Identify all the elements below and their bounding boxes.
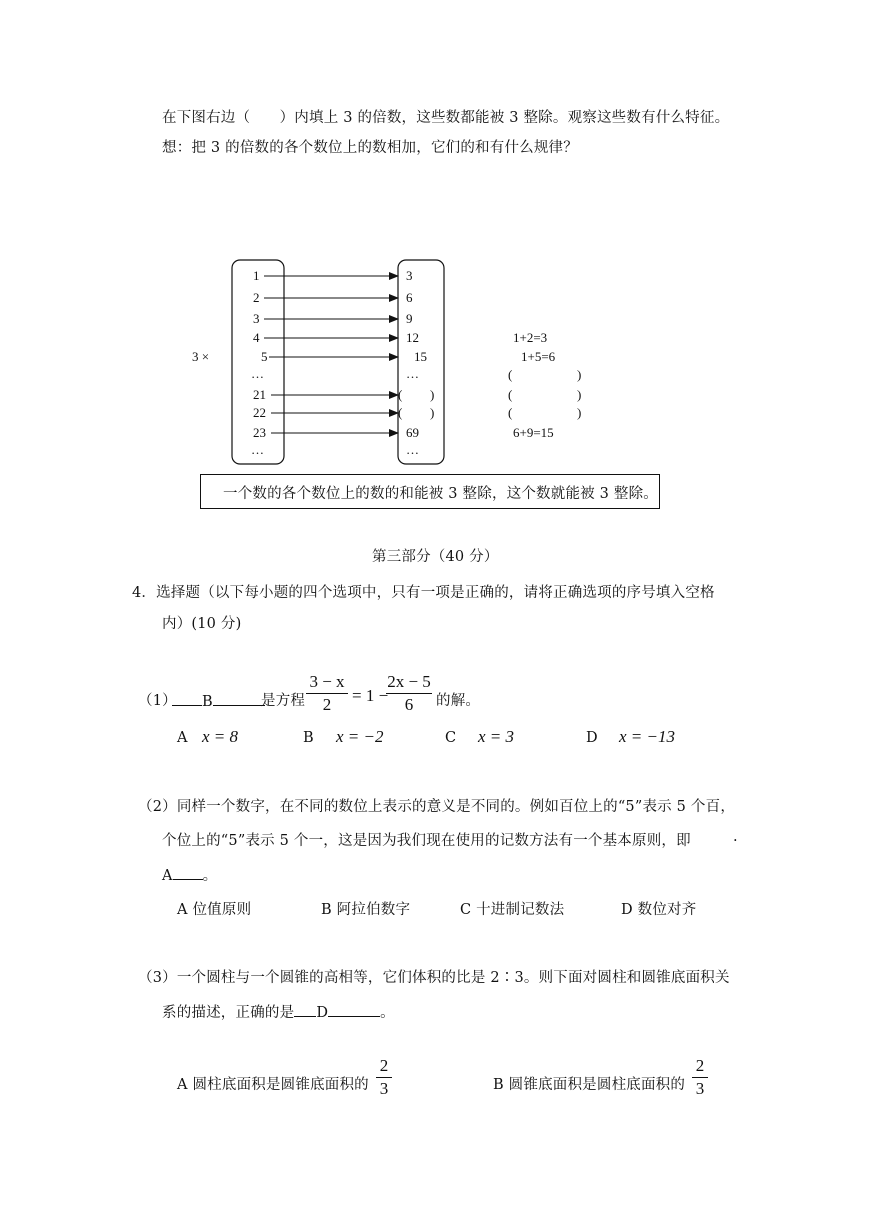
q2-line-2: 个位上的“5”表示 5 个一，这是因为我们现在使用的记数方法有一个基本原则，即	[162, 833, 691, 849]
q2-option-d: D 数位对齐	[621, 902, 697, 918]
left-number: 23	[253, 425, 266, 440]
right-number: (	[398, 405, 403, 420]
q1-number: （1）	[138, 693, 177, 709]
digit-sum: )	[577, 387, 582, 402]
right-number: 3	[406, 268, 413, 283]
multiplier-label: 3 ×	[192, 349, 210, 364]
q1-fraction-2-denominator: 6	[404, 695, 414, 714]
q2-line-1: （2）同样一个数字，在不同的数位上表示的意义是不同的。例如百位上的“5”表示 5 个百，	[138, 799, 736, 815]
q1-option-d-expr: x = −13	[619, 727, 675, 746]
q4-heading-line-1: 4．选择题（以下每小题的四个选项中，只有一项是正确的，请将正确选项的序号填入空格	[132, 585, 715, 601]
q2-line-2-tail: .	[733, 829, 738, 845]
q3-line-2	[162, 1000, 395, 1022]
q3-option-b: B 圆锥底面积是圆柱底面积的	[493, 1077, 686, 1093]
q1-text-before: 是方程	[261, 693, 306, 709]
right-number: 15	[414, 349, 427, 364]
q1-fraction-1	[306, 672, 348, 715]
left-number: 2	[253, 290, 260, 305]
q3-option-b-fraction	[692, 1056, 708, 1099]
q2-option-a: A 位值原则	[177, 902, 252, 918]
digit-sum: 6+9=15	[513, 425, 554, 440]
q1-text-after: 的解。	[436, 693, 481, 709]
q2-answer: A	[162, 868, 173, 884]
q3-option-b-fraction-numerator: 2	[695, 1056, 705, 1075]
section-title: 第三部分（40 分）	[372, 549, 499, 565]
q3-option-b-fraction-denominator: 3	[695, 1079, 705, 1098]
q3-answer: D	[316, 1005, 329, 1021]
right-number: 12	[406, 330, 419, 345]
q1-fraction-1-denominator: 2	[322, 695, 332, 714]
right-number: 69	[406, 425, 419, 440]
q3-option-a-fraction	[376, 1056, 392, 1099]
left-number: 3	[253, 311, 260, 326]
left-number: 21	[253, 387, 266, 402]
q3-line-2-before: 系的描述，正确的是	[162, 1005, 295, 1021]
intro-line-1: 在下图右边（ ）内填上 3 的倍数，这些数都能被 3 整除。观察这些数有什么特征。	[162, 110, 730, 126]
q1-option-c-expr: x = 3	[478, 727, 515, 746]
q1-option-b-letter: B	[303, 730, 314, 746]
q2-answer-blank	[162, 863, 217, 885]
q2-option-b: B 阿拉伯数字	[321, 902, 411, 918]
q3-option-a-fraction-numerator: 2	[379, 1056, 389, 1075]
left-number: 22	[253, 405, 266, 420]
right-number: 9	[406, 311, 413, 326]
digit-sum: 1+2=3	[513, 330, 548, 345]
multiples-diagram	[0, 0, 869, 520]
right-number: 6	[406, 290, 413, 305]
left-number: 5	[261, 349, 268, 364]
right-close-paren-2: )	[430, 405, 435, 420]
right-number: (	[398, 387, 403, 402]
right-number: …	[406, 442, 419, 457]
digit-sum: )	[577, 405, 582, 420]
q1-fraction-2-numerator: 2x − 5	[387, 672, 431, 691]
digit-sum: (	[508, 387, 513, 402]
q2-option-c: C 十进制记数法	[460, 902, 565, 918]
q3-line-1: （3）一个圆柱与一个圆锥的高相等，它们体积的比是 2∶3。则下面对圆柱和圆锥底面积关	[138, 970, 730, 986]
q1-option-a-letter: A	[177, 730, 188, 746]
q3-option-a-fraction-denominator: 3	[379, 1079, 389, 1098]
q1-option-c-letter: C	[445, 730, 457, 746]
q1-option-d-letter: D	[586, 730, 598, 746]
q4-heading-line-2: 内）(10 分)	[162, 616, 242, 632]
left-number: …	[251, 366, 264, 381]
right-close-paren-1: )	[430, 387, 435, 402]
intro-line-2: 想：把 3 的倍数的各个数位上的数相加，它们的和有什么规律？	[162, 140, 578, 156]
digit-sum: 1+5=6	[521, 349, 556, 364]
q1-equals: = 1 −	[352, 686, 389, 705]
q1-fraction-1-numerator: 3 − x	[309, 672, 345, 691]
right-number: …	[406, 366, 419, 381]
q3-option-a: A 圆柱底面积是圆锥底面积的	[177, 1077, 369, 1093]
q2-answer-tail: 。	[202, 868, 218, 884]
conclusion-text: 一个数的各个数位上的数的和能被 3 整除，这个数就能被 3 整除。	[223, 486, 658, 502]
q1-fraction-2	[386, 672, 432, 715]
digit-sum: (	[508, 367, 513, 382]
q3-line-2-after: 。	[380, 1005, 395, 1021]
q1-answer: B	[202, 694, 213, 710]
digit-sum: (	[508, 405, 513, 420]
q1-answer-blank	[172, 689, 265, 710]
digit-sum: )	[577, 367, 582, 382]
left-number: …	[251, 442, 264, 457]
q1-option-b-expr: x = −2	[336, 727, 384, 746]
q1-option-a-expr: x = 8	[202, 727, 239, 746]
left-number: 1	[253, 268, 260, 283]
left-number: 4	[253, 330, 260, 345]
conclusion-box	[200, 474, 660, 509]
